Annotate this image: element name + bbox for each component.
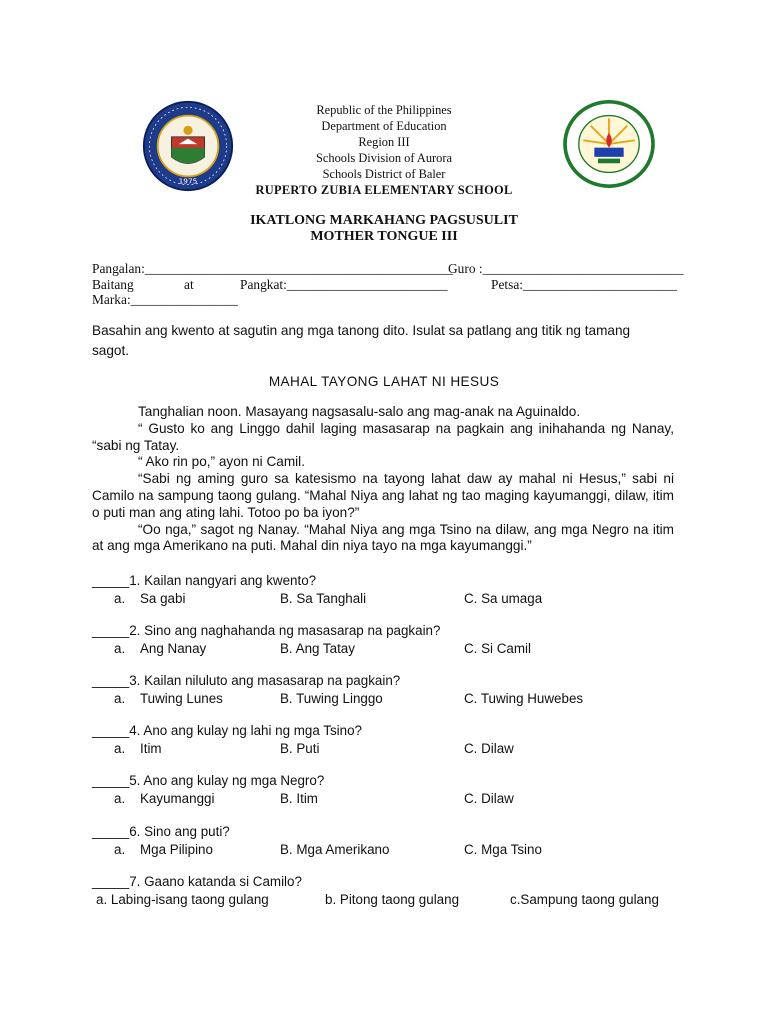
petsa-field[interactable]: Petsa:_______________________ xyxy=(491,277,677,292)
choice-b: B. Itim xyxy=(280,791,318,806)
choice-a: Sa gabi xyxy=(140,591,186,606)
choice-letter: a. xyxy=(114,741,126,756)
choice-letter: a. xyxy=(114,591,126,606)
choice-letter: a. xyxy=(114,791,126,806)
form-row-2 xyxy=(92,277,676,293)
choice-c: C. Si Camil xyxy=(464,641,531,656)
choice-c: C. Sa umaga xyxy=(464,591,543,606)
story-paragraph: “ Gusto ko ang Linggo dahil laging masasarap na pagkain ang inihahanda ng Nanay, “sabi ng Tatay. xyxy=(92,420,674,453)
choice-a: Mga Pilipino xyxy=(140,842,213,857)
story-paragraph: “Oo nga,” sagot ng Nanay. “Mahal Niya ang mga Tsino na dilaw, ang mga Negro na itim at ang mga Amerikano na puti. Mahal din niya tayo na mga kayumanggi.” xyxy=(92,521,674,554)
choice-b: B. Puti xyxy=(280,741,320,756)
baitang-label: Baitang xyxy=(92,277,134,292)
guro-field[interactable]: Guro :______________________________ xyxy=(448,261,684,276)
document-header xyxy=(0,102,768,198)
header-line-region: Region III xyxy=(358,135,410,149)
header-line-deped: Department of Education xyxy=(321,119,447,133)
header-line-division: Schools Division of Aurora xyxy=(316,151,452,165)
question-stem: _____2. Sino ang naghahanda ng masasarap na pagkain? xyxy=(92,623,441,638)
choice-letter: a. xyxy=(114,842,126,857)
pangalan-field[interactable]: Pangalan:______________________________________________ xyxy=(92,261,453,276)
question-stem: _____3. Kailan niluluto ang masasarap na pagkain? xyxy=(92,673,401,688)
choice-letter: a. xyxy=(114,641,126,656)
school-name: RUPERTO ZUBIA ELEMENTARY SCHOOL xyxy=(255,183,513,197)
question-stem: _____6. Sino ang puti? xyxy=(92,824,230,839)
header-line-republic: Republic of the Philippines xyxy=(316,103,452,117)
marka-field[interactable]: Marka:________________ xyxy=(92,292,238,307)
story-paragraph: “Sabi ng aming guro sa katesismo na tayong lahat daw ay mahal ni Hesus,” sabi ni Camilo na sampung taong gulang. “Mahal Niya ang lahat ng tao maging kayumanggi, dilaw, itim o puti man ang ating lahi. Totoo po ba iyon?” xyxy=(92,471,674,520)
question-stem: _____1. Kailan nangyari ang kwento? xyxy=(92,573,317,588)
choice-c: C. Tuwing Huwebes xyxy=(464,691,584,706)
instructions: Basahin ang kwento at sagutin ang mga tanong dito. Isulat sa patlang ang titik ng tamang sagot. xyxy=(92,323,631,358)
story-paragraph: “ Ako rin po,” ayon ni Camil. xyxy=(138,454,305,470)
header-line-district: Schools District of Baler xyxy=(322,167,446,181)
choice-c: C. Mga Tsino xyxy=(464,842,542,857)
choice-c: C. Dilaw xyxy=(464,791,514,806)
exam-title-line-1: IKATLONG MARKAHANG PAGSUSULIT xyxy=(250,213,518,228)
choice-b: B. Tuwing Linggo xyxy=(280,691,383,706)
choice-c: c.Sampung taong gulang xyxy=(510,892,659,907)
choice-b: b. Pitong taong gulang xyxy=(325,892,460,907)
exam-title-line-2: MOTHER TONGUE III xyxy=(310,229,458,244)
choice-b: B. Mga Amerikano xyxy=(280,842,390,857)
pangkat-field[interactable]: Pangkat:________________________ xyxy=(240,277,448,292)
question-stem: _____5. Ano ang kulay ng mga Negro? xyxy=(92,773,325,788)
choice-b: B. Sa Tanghali xyxy=(280,591,367,606)
choice-b: B. Ang Tatay xyxy=(280,641,355,656)
story-title: MAHAL TAYONG LAHAT NI HESUS xyxy=(268,374,500,389)
choice-c: C. Dilaw xyxy=(464,741,514,756)
exam-title xyxy=(0,213,768,245)
choice-a: Ang Nanay xyxy=(140,641,207,656)
choice-letter: a. xyxy=(114,691,126,706)
choice-a: Kayumanggi xyxy=(140,791,215,806)
story-paragraph: Tanghalian noon. Masayang nagsasalu-salo ang mag-anak na Aguinaldo. xyxy=(138,404,581,419)
at-label: at xyxy=(184,277,194,292)
choice-a: Itim xyxy=(140,741,162,756)
form-row-3 xyxy=(92,292,676,308)
choice-a: Tuwing Lunes xyxy=(140,691,223,706)
question-stem: _____7. Gaano katanda si Camilo? xyxy=(92,874,302,889)
form-row-1 xyxy=(92,261,684,277)
question-stem: _____4. Ano ang kulay ng lahi ng mga Tsino? xyxy=(92,723,363,738)
seal-year: 1975 xyxy=(178,176,198,186)
choice-a: a. Labing-isang taong gulang xyxy=(96,892,269,907)
story-body xyxy=(92,404,674,555)
